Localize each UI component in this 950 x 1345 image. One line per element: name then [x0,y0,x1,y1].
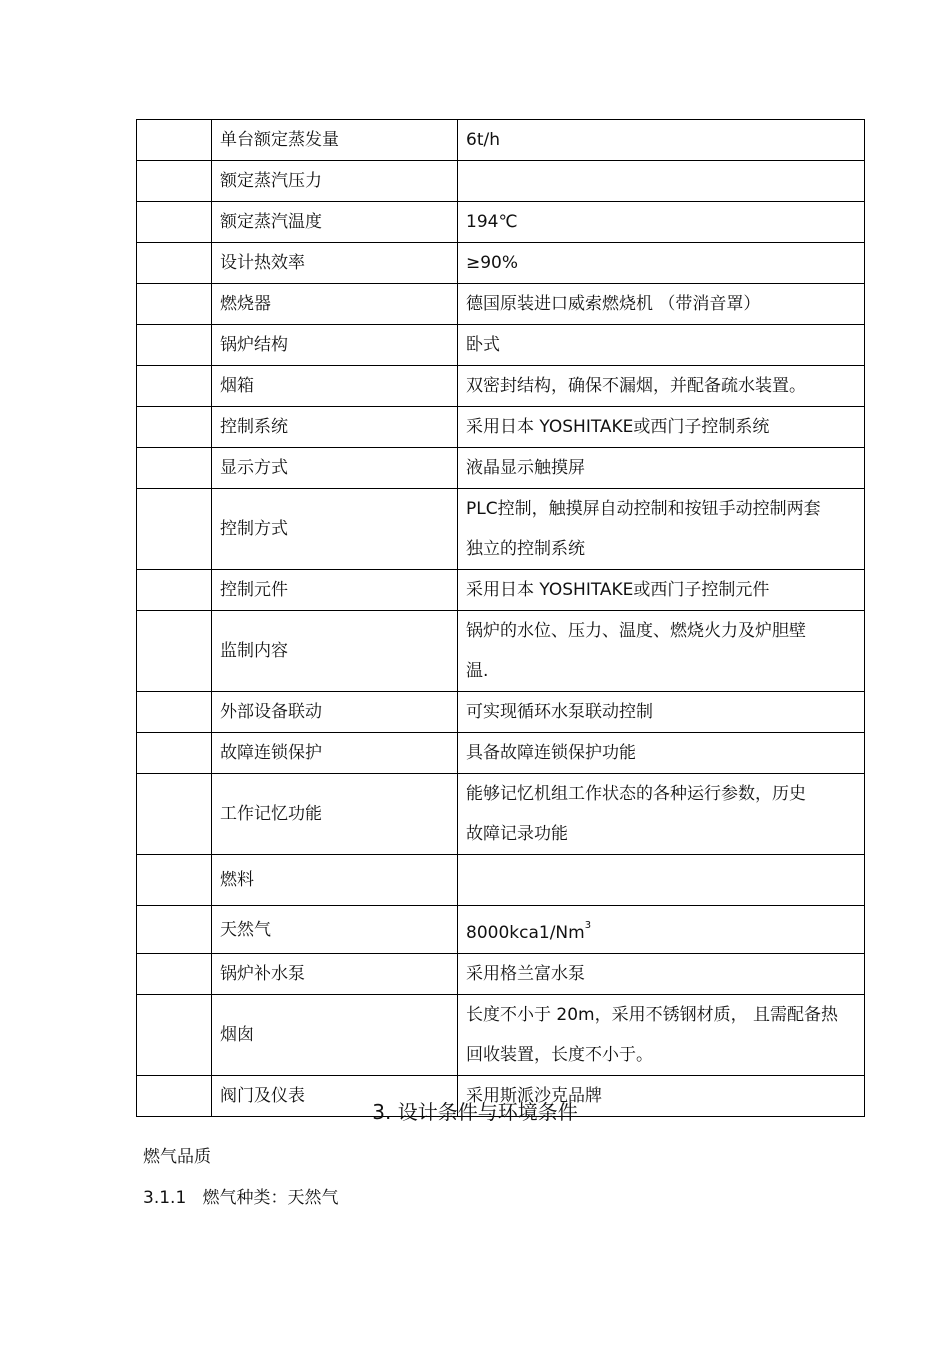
row-label: 额定蒸汽温度 [212,202,458,243]
table-row [137,855,865,906]
boiler-spec-table [136,119,865,1117]
blank-cell [137,325,212,366]
table-row [137,995,865,1076]
value-line: 故障记录功能 [466,824,568,844]
row-label: 烟囱 [212,995,458,1076]
row-label: 锅炉结构 [212,325,458,366]
row-value: 液晶显示触摸屏 [458,448,865,489]
table-row [137,906,865,954]
table-row [137,570,865,611]
row-value [458,995,865,1076]
superscript: 3 [584,920,592,931]
blank-cell [137,448,212,489]
row-value: 卧式 [458,325,865,366]
row-label: 燃烧器 [212,284,458,325]
blank-cell [137,366,212,407]
row-value: 6t/h [458,120,865,161]
row-value: 采用日本 YOSHITAKE或西门子控制元件 [458,570,865,611]
row-value [458,161,865,202]
row-value [458,611,865,692]
value-line: 独立的控制系统 [466,539,585,559]
row-value [458,489,865,570]
row-label: 烟箱 [212,366,458,407]
blank-cell [137,995,212,1076]
row-label: 监制内容 [212,611,458,692]
row-label: 阀门及仪表 [212,1076,458,1117]
row-value: 德国原装进口威索燃烧机 （带消音罩） [458,284,865,325]
row-label: 控制元件 [212,570,458,611]
blank-cell [137,906,212,954]
value-line: 锅炉的水位、压力、温度、燃烧火力及炉胆壁 [466,621,806,641]
row-value: 双密封结构，确保不漏烟，并配备疏水装置。 [458,366,865,407]
row-value [458,855,865,906]
row-label: 天然气 [212,906,458,954]
row-label: 额定蒸汽压力 [212,161,458,202]
table-row [137,284,865,325]
numbered-item [143,1183,338,1208]
row-label: 燃料 [212,855,458,906]
table-row [137,161,865,202]
row-label: 工作记忆功能 [212,774,458,855]
row-label: 控制方式 [212,489,458,570]
blank-cell [137,570,212,611]
value-line: 能够记忆机组工作状态的各种运行参数，历史 [466,784,806,804]
blank-cell [137,855,212,906]
table-row [137,448,865,489]
value-line: 回收装置，长度不小于。 [466,1045,653,1065]
table-row [137,243,865,284]
table-row [137,366,865,407]
row-value: 采用日本 YOSHITAKE或西门子控制系统 [458,407,865,448]
row-value [458,774,865,855]
table-row [137,774,865,855]
blank-cell [137,489,212,570]
row-label: 锅炉补水泵 [212,954,458,995]
blank-cell [137,774,212,855]
row-value: 采用斯派沙克品牌 [458,1076,865,1117]
blank-cell [137,243,212,284]
row-value: 具备故障连锁保护功能 [458,733,865,774]
row-value: ≥90% [458,243,865,284]
table-row [137,733,865,774]
table-row [137,489,865,570]
row-label: 显示方式 [212,448,458,489]
item-number: 3.1.1 [143,1188,187,1208]
row-value [458,906,865,954]
blank-cell [137,954,212,995]
table-row [137,120,865,161]
table-row [137,202,865,243]
value-line: 温. [466,661,489,681]
row-value: 194℃ [458,202,865,243]
table-row [137,325,865,366]
row-value: 可实现循环水泵联动控制 [458,692,865,733]
table-row [137,692,865,733]
item-text: 燃气种类：天然气 [202,1188,339,1208]
row-label: 单台额定蒸发量 [212,120,458,161]
table-row [137,407,865,448]
table-row [137,954,865,995]
row-label: 外部设备联动 [212,692,458,733]
row-label: 设计热效率 [212,243,458,284]
row-value: 采用格兰富水泵 [458,954,865,995]
subheading: 燃气品质 [143,1147,211,1167]
blank-cell [137,120,212,161]
blank-cell [137,202,212,243]
blank-cell [137,161,212,202]
section-heading: 3. 设计条件与环境条件 [372,1100,578,1124]
blank-cell [137,284,212,325]
table-row [137,611,865,692]
blank-cell [137,733,212,774]
blank-cell [137,407,212,448]
blank-cell [137,611,212,692]
blank-cell [137,692,212,733]
value-line: PLC控制，触摸屏自动控制和按钮手动控制两套 [466,499,821,519]
row-label: 故障连锁保护 [212,733,458,774]
value-text: 8000kca1/Nm [466,923,585,943]
value-line: 长度不小于 20m，采用不锈钢材质， 且需配备热 [466,1005,838,1025]
row-label: 控制系统 [212,407,458,448]
